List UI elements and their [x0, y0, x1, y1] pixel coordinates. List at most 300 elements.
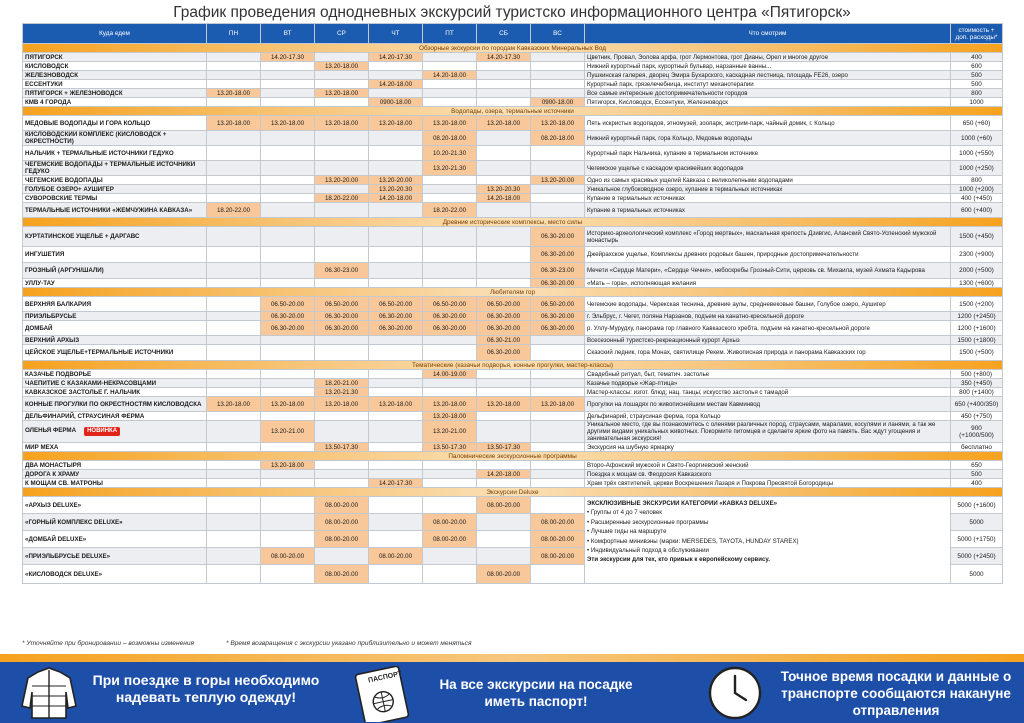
time-cell: [423, 461, 477, 470]
time-cell: [369, 263, 423, 279]
price-cell: 2300 (+900): [951, 247, 1003, 263]
excursion-row: [23, 80, 1003, 89]
section-header-row: [23, 44, 1003, 53]
time-cell: [477, 203, 531, 218]
warm-clothes-note: При поездке в горы необходимо надевать теплую одежду!: [92, 672, 320, 705]
time-cell: 08.00-20.00: [315, 514, 369, 531]
excursion-row: [23, 479, 1003, 488]
time-cell: [261, 227, 315, 247]
time-cell: 13.20-21.30: [423, 161, 477, 176]
excursion-name: [23, 161, 207, 176]
time-cell: [207, 80, 261, 89]
section-title: Любителям гор: [23, 288, 1003, 297]
section-title: Экскурсии Deluxe: [23, 488, 1003, 497]
time-cell: [369, 461, 423, 470]
time-cell: [423, 62, 477, 71]
time-cell: 06.30-20.00: [261, 312, 315, 321]
price-cell: 800: [951, 89, 1003, 98]
description-cell: Мастер-классы: изгот. блюд; нац. танцы; искусство застолья с тамадой: [585, 388, 951, 397]
excursion-name: [23, 62, 207, 71]
time-cell: 13.50-17.30: [315, 443, 369, 452]
time-cell: 13.20-21.00: [261, 421, 315, 443]
excursion-name-text: ДВА МОНАСТЫРЯ: [25, 461, 82, 469]
time-cell: 06.30-23.00: [531, 263, 585, 279]
excursion-name-text: МЕДОВЫЕ ВОДОПАДЫ И ГОРА КОЛЬЦО: [25, 119, 151, 127]
excursion-row: [23, 336, 1003, 345]
time-cell: [261, 412, 315, 421]
time-cell: [207, 548, 261, 565]
time-cell: [261, 388, 315, 397]
excursion-name-text: КАЗАЧЬЕ ПОДВОРЬЕ: [25, 370, 92, 378]
time-cell: 06.30-20.00: [531, 321, 585, 336]
time-cell: [207, 336, 261, 345]
jacket-icon: [18, 666, 80, 723]
time-cell: [207, 514, 261, 531]
time-cell: 18.20-21.00: [315, 379, 369, 388]
time-cell: [207, 531, 261, 548]
footnote: * Уточняйте при бронировании – возможны изменения: [22, 640, 195, 647]
excursion-row: [23, 412, 1003, 421]
section-header-row: [23, 488, 1003, 497]
excursion-name-text: ЖЕЛЕЗНОВОДСК: [25, 71, 79, 79]
time-cell: [477, 461, 531, 470]
time-cell: [531, 412, 585, 421]
excursion-row: [23, 345, 1003, 361]
time-cell: 06.30-20.00: [531, 247, 585, 263]
time-cell: [261, 336, 315, 345]
excursion-name-text: ДОМБАЙ: [25, 324, 53, 332]
time-cell: 14.20-18.00: [369, 194, 423, 203]
time-cell: 13.20-20.00: [531, 176, 585, 185]
excursion-name: [23, 53, 207, 62]
time-cell: [207, 263, 261, 279]
excursion-row: [23, 321, 1003, 336]
time-cell: 0900-18.00: [369, 98, 423, 107]
excursion-name: [23, 227, 207, 247]
time-cell: 08.00-20.00: [423, 514, 477, 531]
time-cell: [315, 161, 369, 176]
excursion-row: [23, 379, 1003, 388]
time-cell: [315, 71, 369, 80]
price-cell: 5000 (+1750): [951, 531, 1003, 548]
header-cell: стоимость + доп. расходы*: [951, 24, 1003, 44]
excursion-name-text: «ГОРНЫЙ КОМПЛЕКС DELUXE»: [25, 518, 123, 526]
excursion-name: [23, 89, 207, 98]
time-cell: [315, 336, 369, 345]
description-cell: Купание в термальных источниках: [585, 194, 951, 203]
time-cell: [531, 565, 585, 584]
time-cell: [477, 548, 531, 565]
price-cell: 650 (+400/350): [951, 397, 1003, 412]
excursion-name-text: МИР МЕХА: [25, 443, 59, 451]
time-cell: 06.50-20.00: [261, 297, 315, 312]
price-cell: 600: [951, 62, 1003, 71]
time-cell: [477, 131, 531, 146]
excursion-name: [23, 263, 207, 279]
schedule-table: [22, 23, 1003, 584]
description-cell: Цветник, Провал, Эолова арфа, грот Лермонтова, грот Дианы, Орел и многое другое: [585, 53, 951, 62]
time-cell: 13.20-21.30: [315, 388, 369, 397]
time-cell: [315, 470, 369, 479]
time-cell: [423, 336, 477, 345]
time-cell: [261, 443, 315, 452]
time-cell: [207, 565, 261, 584]
price-cell: 1200 (+1600): [951, 321, 1003, 336]
excursion-name-text: ЕССЕНТУКИ: [25, 80, 63, 88]
time-cell: 08.20-18.00: [423, 131, 477, 146]
deluxe-desc-line: Эти экскурсии для тех, кто привык к европейскому сервису.: [587, 556, 770, 564]
time-cell: 08.00-20.00: [261, 548, 315, 565]
time-cell: [477, 146, 531, 161]
time-cell: [261, 247, 315, 263]
price-cell: 450 (+750): [951, 412, 1003, 421]
time-cell: [207, 53, 261, 62]
header-cell: ПТ: [423, 24, 477, 44]
excursion-name-text: ПЯТИГОРСК: [25, 53, 63, 61]
section-title: Обзорные экскурсии по городам Кавказских Минеральных Вод: [23, 44, 1003, 53]
deluxe-desc-line: ЭКСКЛЮЗИВНЫЕ ЭКСКУРСИИ КАТЕГОРИИ «КАВКАЗ DELUXE»: [587, 500, 778, 507]
excursion-row: [23, 98, 1003, 107]
time-cell: [207, 131, 261, 146]
time-cell: 18.20-22.00: [207, 203, 261, 218]
time-cell: [315, 461, 369, 470]
description-cell: Свадебный ритуал, быт, тематич. застолье: [585, 370, 951, 379]
excursion-name-text: К МОЩАМ СВ. МАТРОНЫ: [25, 479, 103, 487]
time-cell: [531, 62, 585, 71]
time-cell: 06.30-23.00: [315, 263, 369, 279]
excursion-name: [23, 470, 207, 479]
time-cell: [369, 443, 423, 452]
time-cell: [369, 146, 423, 161]
time-cell: [423, 388, 477, 397]
time-cell: [207, 247, 261, 263]
time-cell: [261, 470, 315, 479]
time-cell: [315, 131, 369, 146]
time-cell: [423, 185, 477, 194]
description-cell: Уникальное глубоководное озеро, купание в термальных источниках: [585, 185, 951, 194]
time-cell: [369, 247, 423, 263]
time-cell: [315, 279, 369, 288]
excursion-row: [23, 470, 1003, 479]
excursion-name-text: «ПРИЭЛЬБРУСЬЕ DELUXE»: [25, 552, 111, 560]
price-cell: 5000: [951, 565, 1003, 584]
excursion-name: [23, 321, 207, 336]
time-cell: 14.20-18.00: [369, 80, 423, 89]
excursion-name-text: ПЯТИГОРСК + ЖЕЛЕЗНОВОДСК: [25, 89, 123, 97]
excursion-name: [23, 146, 207, 161]
time-cell: [315, 548, 369, 565]
excursion-row: [23, 131, 1003, 146]
excursion-name-text: ВЕРХНЯЯ БАЛКАРИЯ: [25, 300, 92, 308]
time-cell: [369, 279, 423, 288]
excursion-name-text: ЧАЕПИТИЕ С КАЗАКАМИ-НЕКРАСОВЦАМИ: [25, 379, 157, 387]
excursion-row: [23, 279, 1003, 288]
time-cell: [261, 71, 315, 80]
time-cell: 13.20-18.00: [369, 397, 423, 412]
time-cell: [423, 53, 477, 62]
time-cell: [315, 479, 369, 488]
excursion-name: [23, 98, 207, 107]
time-cell: 13.20-20.00: [315, 176, 369, 185]
excursion-row: [23, 443, 1003, 452]
excursion-name: [23, 565, 207, 584]
excursion-name: [23, 71, 207, 80]
time-cell: [531, 379, 585, 388]
description-cell: Чегемские водопады, Черекская теснина, древние аулы, средневековые башни, Голубое озеро, Аушигер: [585, 297, 951, 312]
time-cell: [531, 461, 585, 470]
time-cell: [531, 443, 585, 452]
time-cell: 13.20-18.00: [315, 116, 369, 131]
time-cell: [423, 497, 477, 514]
time-cell: [315, 412, 369, 421]
time-cell: 14.20-17.30: [477, 53, 531, 62]
excursion-row: [23, 388, 1003, 397]
time-cell: 08.00-20.00: [531, 514, 585, 531]
excursion-name: [23, 194, 207, 203]
time-cell: 06.30-20.00: [423, 321, 477, 336]
time-cell: [315, 370, 369, 379]
time-cell: 06.30-20.00: [531, 312, 585, 321]
excursion-name: [23, 312, 207, 321]
time-cell: [423, 379, 477, 388]
time-cell: 06.30-20.00: [315, 321, 369, 336]
time-cell: [207, 443, 261, 452]
time-cell: [207, 461, 261, 470]
time-cell: 06.30-20.00: [477, 321, 531, 336]
excursion-name: [23, 397, 207, 412]
excursion-row: [23, 194, 1003, 203]
excursion-name: [23, 131, 207, 146]
time-cell: 14.20-18.00: [423, 71, 477, 80]
time-cell: 08.00-20.00: [315, 565, 369, 584]
description-cell: Пять искристых водопадов, этномузей, зоопарк, экстрим-парк, чайный домик, г. Кольцо: [585, 116, 951, 131]
excursion-name-text: КАВКАЗСКОЕ ЗАСТОЛЬЕ Г. НАЛЬЧИК: [25, 388, 141, 396]
description-cell: Чегемское ущелье с каскадом красивейших водопадов: [585, 161, 951, 176]
excursion-name: [23, 176, 207, 185]
section-header-row: [23, 107, 1003, 116]
time-cell: [369, 131, 423, 146]
price-cell: 5000 (+1600): [951, 497, 1003, 514]
time-cell: [423, 479, 477, 488]
time-cell: 06.50-20.00: [423, 297, 477, 312]
price-cell: 5000: [951, 514, 1003, 531]
time-cell: 06.30-20.00: [315, 312, 369, 321]
time-cell: [207, 497, 261, 514]
time-cell: 13.20-18.00: [207, 116, 261, 131]
excursion-name: [23, 443, 207, 452]
price-cell: 1200 (+2450): [951, 312, 1003, 321]
time-cell: [207, 312, 261, 321]
time-cell: 13.50-17.30: [423, 443, 477, 452]
time-cell: [369, 412, 423, 421]
time-cell: 13.20-18.00: [315, 397, 369, 412]
excursion-name-text: ЧЕГЕМСКИЕ ВОДОПАДЫ: [25, 176, 103, 184]
time-cell: 13.20-18.00: [207, 397, 261, 412]
excursion-row: [23, 146, 1003, 161]
price-cell: 400: [951, 479, 1003, 488]
time-cell: [531, 53, 585, 62]
time-cell: [315, 185, 369, 194]
excursion-name: [23, 421, 207, 443]
time-cell: [477, 421, 531, 443]
time-cell: [477, 227, 531, 247]
time-cell: [423, 247, 477, 263]
excursion-name-text: ДЕЛЬФИНАРИЙ, СТРАУСИНАЯ ФЕРМА: [25, 412, 145, 420]
price-cell: 400 (+450): [951, 194, 1003, 203]
time-cell: 13.20-18.00: [369, 116, 423, 131]
time-cell: 08.00-20.00: [423, 531, 477, 548]
time-cell: [423, 565, 477, 584]
section-title: Тематические (казачьи подворья, конные прогулки, мастер-классы): [23, 361, 1003, 370]
time-cell: [531, 388, 585, 397]
time-cell: 13.20-18.00: [315, 62, 369, 71]
price-cell: 800: [951, 176, 1003, 185]
time-cell: 06.30-20.00: [369, 312, 423, 321]
time-cell: 13.20-18.00: [207, 89, 261, 98]
time-cell: [261, 62, 315, 71]
time-cell: [207, 421, 261, 443]
time-cell: 08.00-20.00: [315, 531, 369, 548]
time-cell: [477, 176, 531, 185]
header-cell: Что смотрим: [585, 24, 951, 44]
description-cell: Дельфинарий, страусиная ферма, гора Кольцо: [585, 412, 951, 421]
time-cell: 06.30-20.00: [477, 345, 531, 361]
time-cell: 14.00-19.00: [423, 370, 477, 379]
time-cell: [531, 71, 585, 80]
section-title: Водопады, озера, термальные источники: [23, 107, 1003, 116]
time-cell: [477, 370, 531, 379]
time-cell: [423, 176, 477, 185]
time-cell: [477, 514, 531, 531]
time-cell: 14.20-17.30: [369, 479, 423, 488]
time-cell: [315, 421, 369, 443]
section-header-row: [23, 361, 1003, 370]
excursion-name-text: КИСЛОВОДСК: [25, 62, 69, 70]
time-cell: [315, 345, 369, 361]
time-cell: [261, 98, 315, 107]
time-cell: [207, 71, 261, 80]
time-cell: 13.20-20.00: [369, 176, 423, 185]
time-cell: [261, 514, 315, 531]
excursion-row: [23, 263, 1003, 279]
time-cell: 13.20-18.00: [261, 116, 315, 131]
time-cell: 14.20-17.30: [369, 53, 423, 62]
price-cell: 1500 (+500): [951, 345, 1003, 361]
description-cell: Мечети «Сердце Матери», «Сердце Чечни», небоскребы Грозный-Сити, церковь св. Михаила, музей Ахмата Кадырова: [585, 263, 951, 279]
time-cell: [207, 297, 261, 312]
price-cell: 1000: [951, 98, 1003, 107]
price-cell: 1000 (+550): [951, 146, 1003, 161]
description-cell: «Мать – гора», исполняющая желания: [585, 279, 951, 288]
price-cell: 1500 (+1800): [951, 336, 1003, 345]
time-cell: [261, 479, 315, 488]
time-cell: [477, 89, 531, 98]
time-cell: [369, 514, 423, 531]
excursion-name-text: «ДОМБАЙ DELUXE»: [25, 535, 87, 543]
time-cell: 06.30-20.00: [261, 321, 315, 336]
time-cell: 13.20-18.00: [477, 397, 531, 412]
time-cell: [207, 98, 261, 107]
description-cell: Казачье подворье «Жар-птица»: [585, 379, 951, 388]
excursion-name: [23, 531, 207, 548]
excursion-row: [23, 312, 1003, 321]
time-cell: [477, 388, 531, 397]
deluxe-desc-line: • Лучшие гиды на маршруте: [587, 528, 667, 536]
time-cell: 06.50-20.00: [315, 297, 369, 312]
description-cell: Экскурсия на шубную ярмарку: [585, 443, 951, 452]
time-cell: [423, 548, 477, 565]
time-cell: [423, 470, 477, 479]
time-cell: [369, 345, 423, 361]
time-cell: 08.00-20.00: [477, 565, 531, 584]
time-cell: [261, 194, 315, 203]
description-cell: Купание в термальных источниках: [585, 203, 951, 218]
time-cell: [261, 263, 315, 279]
excursion-row: [23, 116, 1003, 131]
time-cell: [261, 370, 315, 379]
time-cell: 13.20-20.30: [477, 185, 531, 194]
time-cell: [261, 345, 315, 361]
excursion-name: [23, 497, 207, 514]
time-cell: [369, 62, 423, 71]
description-cell: Курортный парк Нальчика, купание в термальном источнике: [585, 146, 951, 161]
header-cell: ВС: [531, 24, 585, 44]
time-cell: [207, 412, 261, 421]
time-cell: [315, 80, 369, 89]
time-cell: [423, 89, 477, 98]
time-cell: 18.20-22.00: [315, 194, 369, 203]
time-cell: [315, 98, 369, 107]
description-cell: г. Эльбрус, г. Чегет, поляна Нарзанов, подъем на канатно-кресельной дороге: [585, 312, 951, 321]
time-cell: 13.20-18.00: [423, 397, 477, 412]
time-cell: [477, 80, 531, 89]
description-cell: Нижний курортный парк, гора Кольцо, Медовые водопады: [585, 131, 951, 146]
time-cell: [207, 146, 261, 161]
time-cell: [531, 89, 585, 98]
time-cell: 14.20-18.00: [477, 470, 531, 479]
time-cell: [315, 227, 369, 247]
time-cell: 13.20-18.00: [531, 397, 585, 412]
time-cell: [207, 185, 261, 194]
excursion-name-text: ИНГУШЕТИЯ: [25, 251, 65, 258]
time-cell: [261, 531, 315, 548]
section-header-row: [23, 218, 1003, 227]
time-cell: [369, 203, 423, 218]
time-cell: 14.20-18.00: [477, 194, 531, 203]
excursion-name: [23, 461, 207, 470]
time-cell: [207, 370, 261, 379]
time-cell: [207, 227, 261, 247]
time-cell: [315, 247, 369, 263]
time-cell: [207, 345, 261, 361]
section-title: Древние исторические комплексы, место силы: [23, 218, 1003, 227]
time-cell: [531, 146, 585, 161]
excursion-name: [23, 345, 207, 361]
time-cell: [315, 203, 369, 218]
excursion-row: [23, 297, 1003, 312]
time-cell: [477, 379, 531, 388]
time-cell: [261, 497, 315, 514]
time-cell: 06.50-20.00: [477, 297, 531, 312]
excursion-row: [23, 89, 1003, 98]
time-cell: [423, 80, 477, 89]
time-cell: [423, 345, 477, 361]
time-cell: [369, 227, 423, 247]
time-cell: 06.30-20.00: [531, 279, 585, 288]
deluxe-desc-line: • Расширенные экскурсионные программы: [587, 518, 709, 526]
excursion-name: [23, 514, 207, 531]
price-cell: 1000 (+200): [951, 185, 1003, 194]
